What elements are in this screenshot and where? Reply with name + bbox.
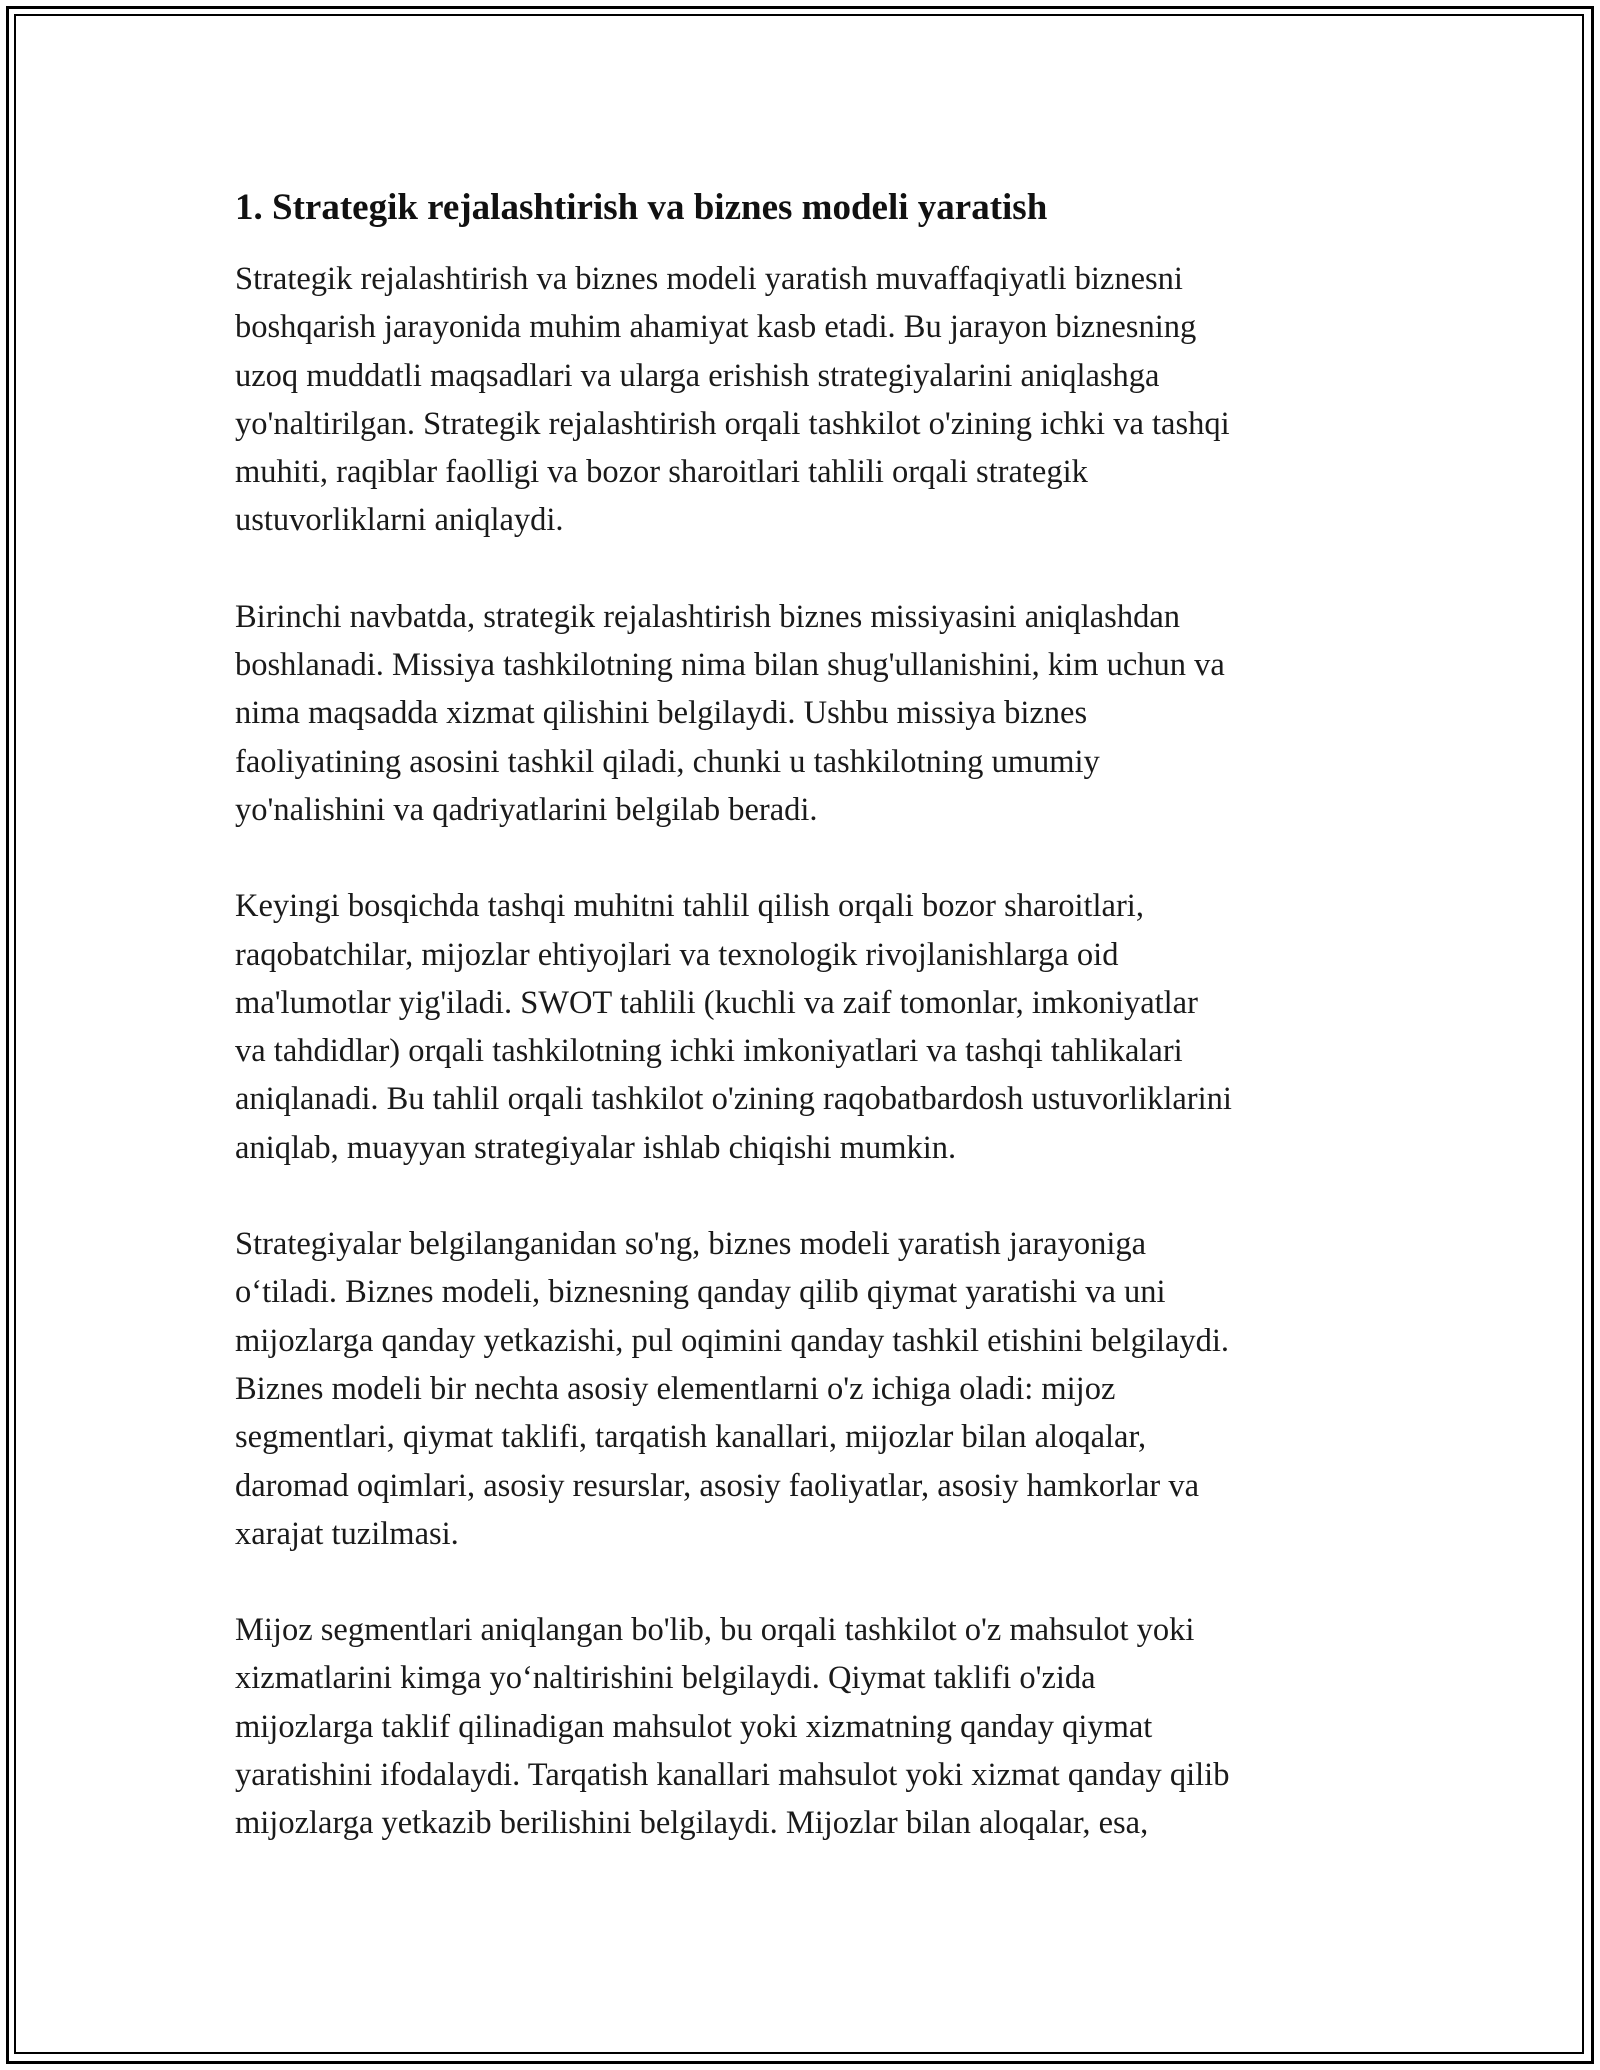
paragraph-1: Strategik rejalashtirish va biznes modeli yaratish muvaffaqiyatli biznesni boshqarish jarayonida muhim ahamiyat kasb etadi. Bu jarayon biznesning uzoq muddatli maqsadlari va ularga erishish strategiyalarini aniqlashga yo'naltirilgan. Strategik rejalashtirish orqali tashkilot o'zining ichki va tashqi muhiti, raqiblar faolligi va bozor sharoitlari tahlili orqali strategik ustuvorliklarni aniqlaydi. (235, 261, 1230, 539)
paragraph-5: Mijoz segmentlari aniqlangan bo'lib, bu orqali tashkilot o'z mahsulot yoki xizmatlarini kimga yo‘naltirishini belgilaydi. Qiymat taklifi o'zida mijozlarga taklif qilinadigan mahsulot yoki xizmatning qanday qiymat yaratishini ifodalaydi. Tarqatish kanallari mahsulot yoki xizmat qanday qilib mijozlarga yetkazib berilishini belgilaydi. Mijozlar bilan aloqalar, esa, (235, 1612, 1230, 1842)
document-body (235, 255, 1365, 1848)
document-content (235, 185, 1365, 1896)
paragraph-2: Birinchi navbatda, strategik rejalashtirish biznes missiyasini aniqlashdan boshlanadi. Missiya tashkilotning nima bilan shug'ullanishini, kim uchun va nima maqsadda xizmat qilishini belgilaydi. Ushbu missiya biznes faoliyatining asosini tashkil qiladi, chunki u tashkilotning umumiy yo'nalishini va qadriyatlarini belgilab beradi. (235, 598, 1225, 828)
paragraph-3: Keyingi bosqichda tashqi muhitni tahlil qilish orqali bozor sharoitlari, raqobatchilar, mijozlar ehtiyojlari va texnologik rivojlanishlarga oid ma'lumotlar yig'iladi. SWOT tahlili (kuchli va zaif tomonlar, imkoniyatlar va tahdidlar) orqali tashkilotning ichki imkoniyatlari va tashqi tahlikalari aniqlanadi. Bu tahlil orqali tashkilot o'zining raqobatbardosh ustuvorliklarini aniqlab, muayyan strategiyalar ishlab chiqishi mumkin. (235, 888, 1232, 1166)
paragraph-4: Strategiyalar belgilanganidan so'ng, biznes modeli yaratish jarayoniga o‘tiladi. Biznes modeli, biznesning qanday qilib qiymat yaratishi va uni mijozlarga qanday yetkazishi, pul oqimini qanday tashkil etishini belgilaydi. Biznes modeli bir nechta asosiy elementlarni o'z ichiga oladi: mijoz segmentlari, qiymat taklifi, tarqatish kanallari, mijozlar bilan aloqalar, daromad oqimlari, asosiy resurslar, asosiy faoliyatlar, asosiy hamkorlar va xarajat tuzilmasi. (235, 1226, 1230, 1552)
section-title: 1. Strategik rejalashtirish va biznes modeli yaratish (235, 187, 1048, 228)
